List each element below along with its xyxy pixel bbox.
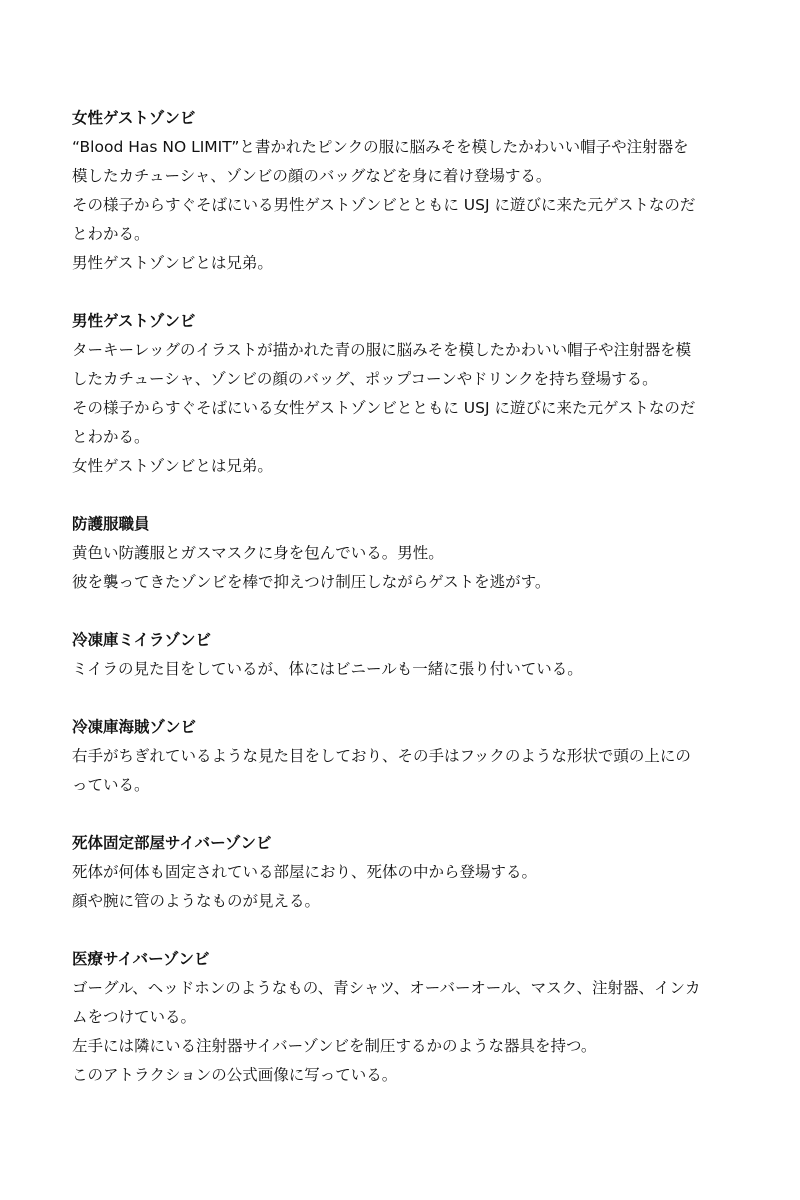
body-line: ゴーグル、ヘッドホンのようなもの、青シャツ、オーバーオール、マスク、注射器、インカ [72,979,701,997]
body-line: 左手には隣にいる注射器サイバーゾンビを制圧するかのような器具を持つ。 [72,1037,597,1055]
body-line: ムをつけている。 [72,1008,197,1026]
body-line: とわかる。 [72,428,150,446]
body-line: 模したカチューシャ、ゾンビの顔のバッグなどを身に着け登場する。 [72,167,552,185]
document-page [72,104,742,1119]
body-line: その様子からすぐそばにいる男性ゲストゾンビとともに USJ に遊びに来た元ゲストなのだ [72,196,696,214]
section-title: 冷凍庫海賊ゾンビ [72,718,197,736]
body-line: 女性ゲストゾンビとは兄弟。 [72,457,273,475]
body-line: 死体が何体も固定されている部屋におり、死体の中から登場する。 [72,863,538,881]
body-line: 彼を襲ってきたゾンビを棒で抑えつけ制圧しながらゲストを逃がす。 [72,573,551,591]
body-line: っている。 [72,776,150,794]
body-line: 右手がちぎれているような見た目をしており、その手はフックのような形状で頭の上にの [72,747,691,765]
section-title: 女性ゲストゾンビ [72,109,196,127]
body-line: ターキーレッグのイラストが描かれた青の服に脳みそを模したかわいい帽子や注射器を模 [72,341,692,359]
body-line: 黄色い防護服とガスマスクに身を包んでいる。男性。 [72,544,444,562]
section-title: 男性ゲストゾンビ [72,312,196,330]
body-line: “Blood Has NO LIMIT”と書かれたピンクの服に脳みそを模したかわいい帽子や注射器を [72,138,689,156]
section-hazmat-staff [72,510,742,597]
section-title: 冷凍庫ミイラゾンビ [72,631,212,649]
section-freezer-mummy-zombie [72,626,742,684]
body-line: したカチューシャ、ゾンビの顔のバッグ、ポップコーンやドリンクを持ち登場する。 [72,370,658,388]
body-line: ミイラの見た目をしているが、体にはビニールも一緒に張り付いている。 [72,660,583,678]
body-line: とわかる。 [72,225,150,243]
body-line: 顔や腕に管のようなものが見える。 [72,892,321,910]
section-female-guest-zombie [72,104,742,278]
body-line: このアトラクションの公式画像に写っている。 [72,1066,398,1084]
section-male-guest-zombie [72,307,742,481]
section-title: 防護服職員 [72,515,150,533]
section-corpse-room-cyber-zombie [72,829,742,916]
section-title: 医療サイバーゾンビ [72,950,210,968]
section-title: 死体固定部屋サイバーゾンビ [72,834,272,852]
section-medical-cyber-zombie [72,945,742,1090]
body-line: その様子からすぐそばにいる女性ゲストゾンビとともに USJ に遊びに来た元ゲストなのだ [72,399,696,417]
section-freezer-pirate-zombie [72,713,742,800]
body-line: 男性ゲストゾンビとは兄弟。 [72,254,273,272]
